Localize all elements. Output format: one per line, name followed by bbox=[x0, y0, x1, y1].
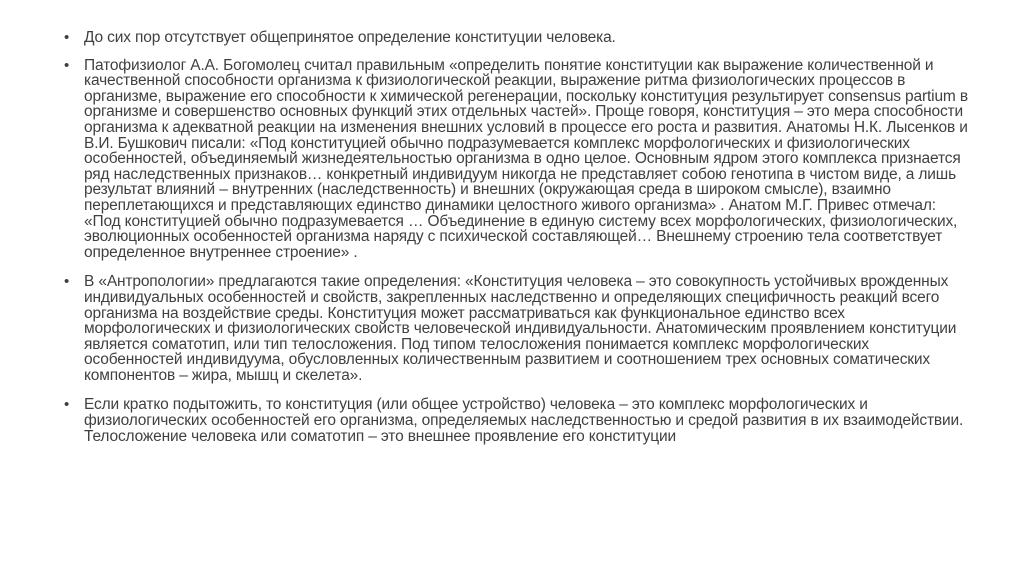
bullet-text: Патофизиолог А.А. Богомолец считал правильным «определить понятие конституции как выражение количественной и качественной способности организма к физиологической реакции, выражение ритма физиологических процессов в организме, выражение его способности к химической регенерации, поскольку конституция результирует consensus partium в организме и совершенство основных функций этих отдельных частей». Проще говоря, конституция – это мера способности организма к адекватной реакции на изменения внешних условий в процессе его роста и развития. Анатомы Н.К. Лысенков и В.И. Бушкович писали: «Под конституцией обычно подразумевается комплекс морфологических и физиологических особенностей, объединяемый жизнедеятельностью организма в одно целое. Основным ядром этого комплекса признается ряд наследственных признаков… конкретный индивидуум никогда не представляет собою генотипа в чистом виде, а лишь результат влияний – внутренних (наследственность) и внешних (окружающая среда в широком смысле), взаимно переплетающихся и представляющих единство динамики целостного живого организма» . Анатом М.Г. Привес отмечал: «Под конституцией обычно подразумевается … Объединение в единую систему всех морфологических, физиологических, эволюционных особенностей организма наряду с психической составляющей… Внешнему строению тела соответствует определенное внутреннее строение» . bbox=[84, 56, 968, 261]
bullet-item-definition-absent bbox=[64, 30, 969, 46]
bullet-text: Если кратко подытожить, то конституция (или общее устройство) человека – это комплекс морфологических и физиологических особенностей его организма, определяемых наследственностью и средой развития в их взаимодействии. Телосложение человека или соматотип – это внешнее проявление его конституции bbox=[84, 396, 964, 445]
bullet-dot-icon: • bbox=[64, 29, 70, 46]
bullet-item-bogomolets bbox=[64, 58, 969, 261]
bullet-dot-icon: • bbox=[64, 396, 70, 414]
bullet-item-summary bbox=[64, 397, 969, 444]
bullet-item-anthropology bbox=[64, 274, 969, 383]
bullet-dot-icon: • bbox=[64, 56, 70, 74]
bullet-text: В «Антропологии» предлагаются такие определения: «Конституция человека – это совокупность устойчивых врожденных индивидуальных особенностей и свойств, закрепленных наследственно и определяющих специфичность реакций всего организма на воздействие среды. Конституция может рассматриваться как функциональное единство всех морфологических и физиологических свойств человеческой индивидуальности. Анатомическим проявлением конституции является соматотип, или тип телосложения. Под типом телосложения понимается комплекс морфологических особенностей индивидуума, обусловленных количественным развитием и соотношением трех основных соматических компонентов – жира, мышц и скелета». bbox=[84, 273, 957, 384]
bullet-text: До сих пор отсутствует общепринятое определение конституции человека. bbox=[84, 29, 616, 46]
bullet-list bbox=[64, 30, 969, 458]
bullet-dot-icon: • bbox=[64, 273, 70, 291]
